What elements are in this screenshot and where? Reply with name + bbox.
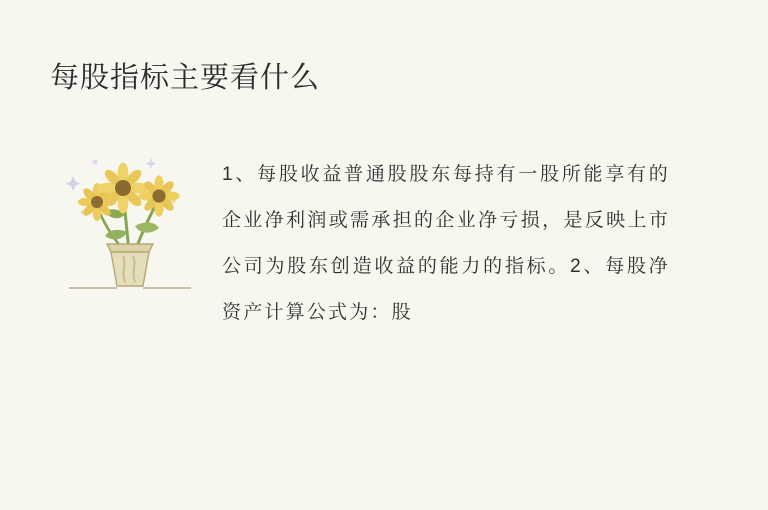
potted-sunflower-illustration — [55, 140, 205, 300]
page-title: 每股指标主要看什么 — [50, 62, 321, 94]
flower-pot-shape — [107, 244, 153, 286]
sunflower-bloom — [78, 163, 180, 222]
article-body: 1、每股收益普通股股东每持有一股所能享有的企业净利润或需承担的企业净亏损，是反映上市公司为股东创造收益的能力的指标。2、每股净资产计算公式为：股 — [222, 164, 670, 323]
